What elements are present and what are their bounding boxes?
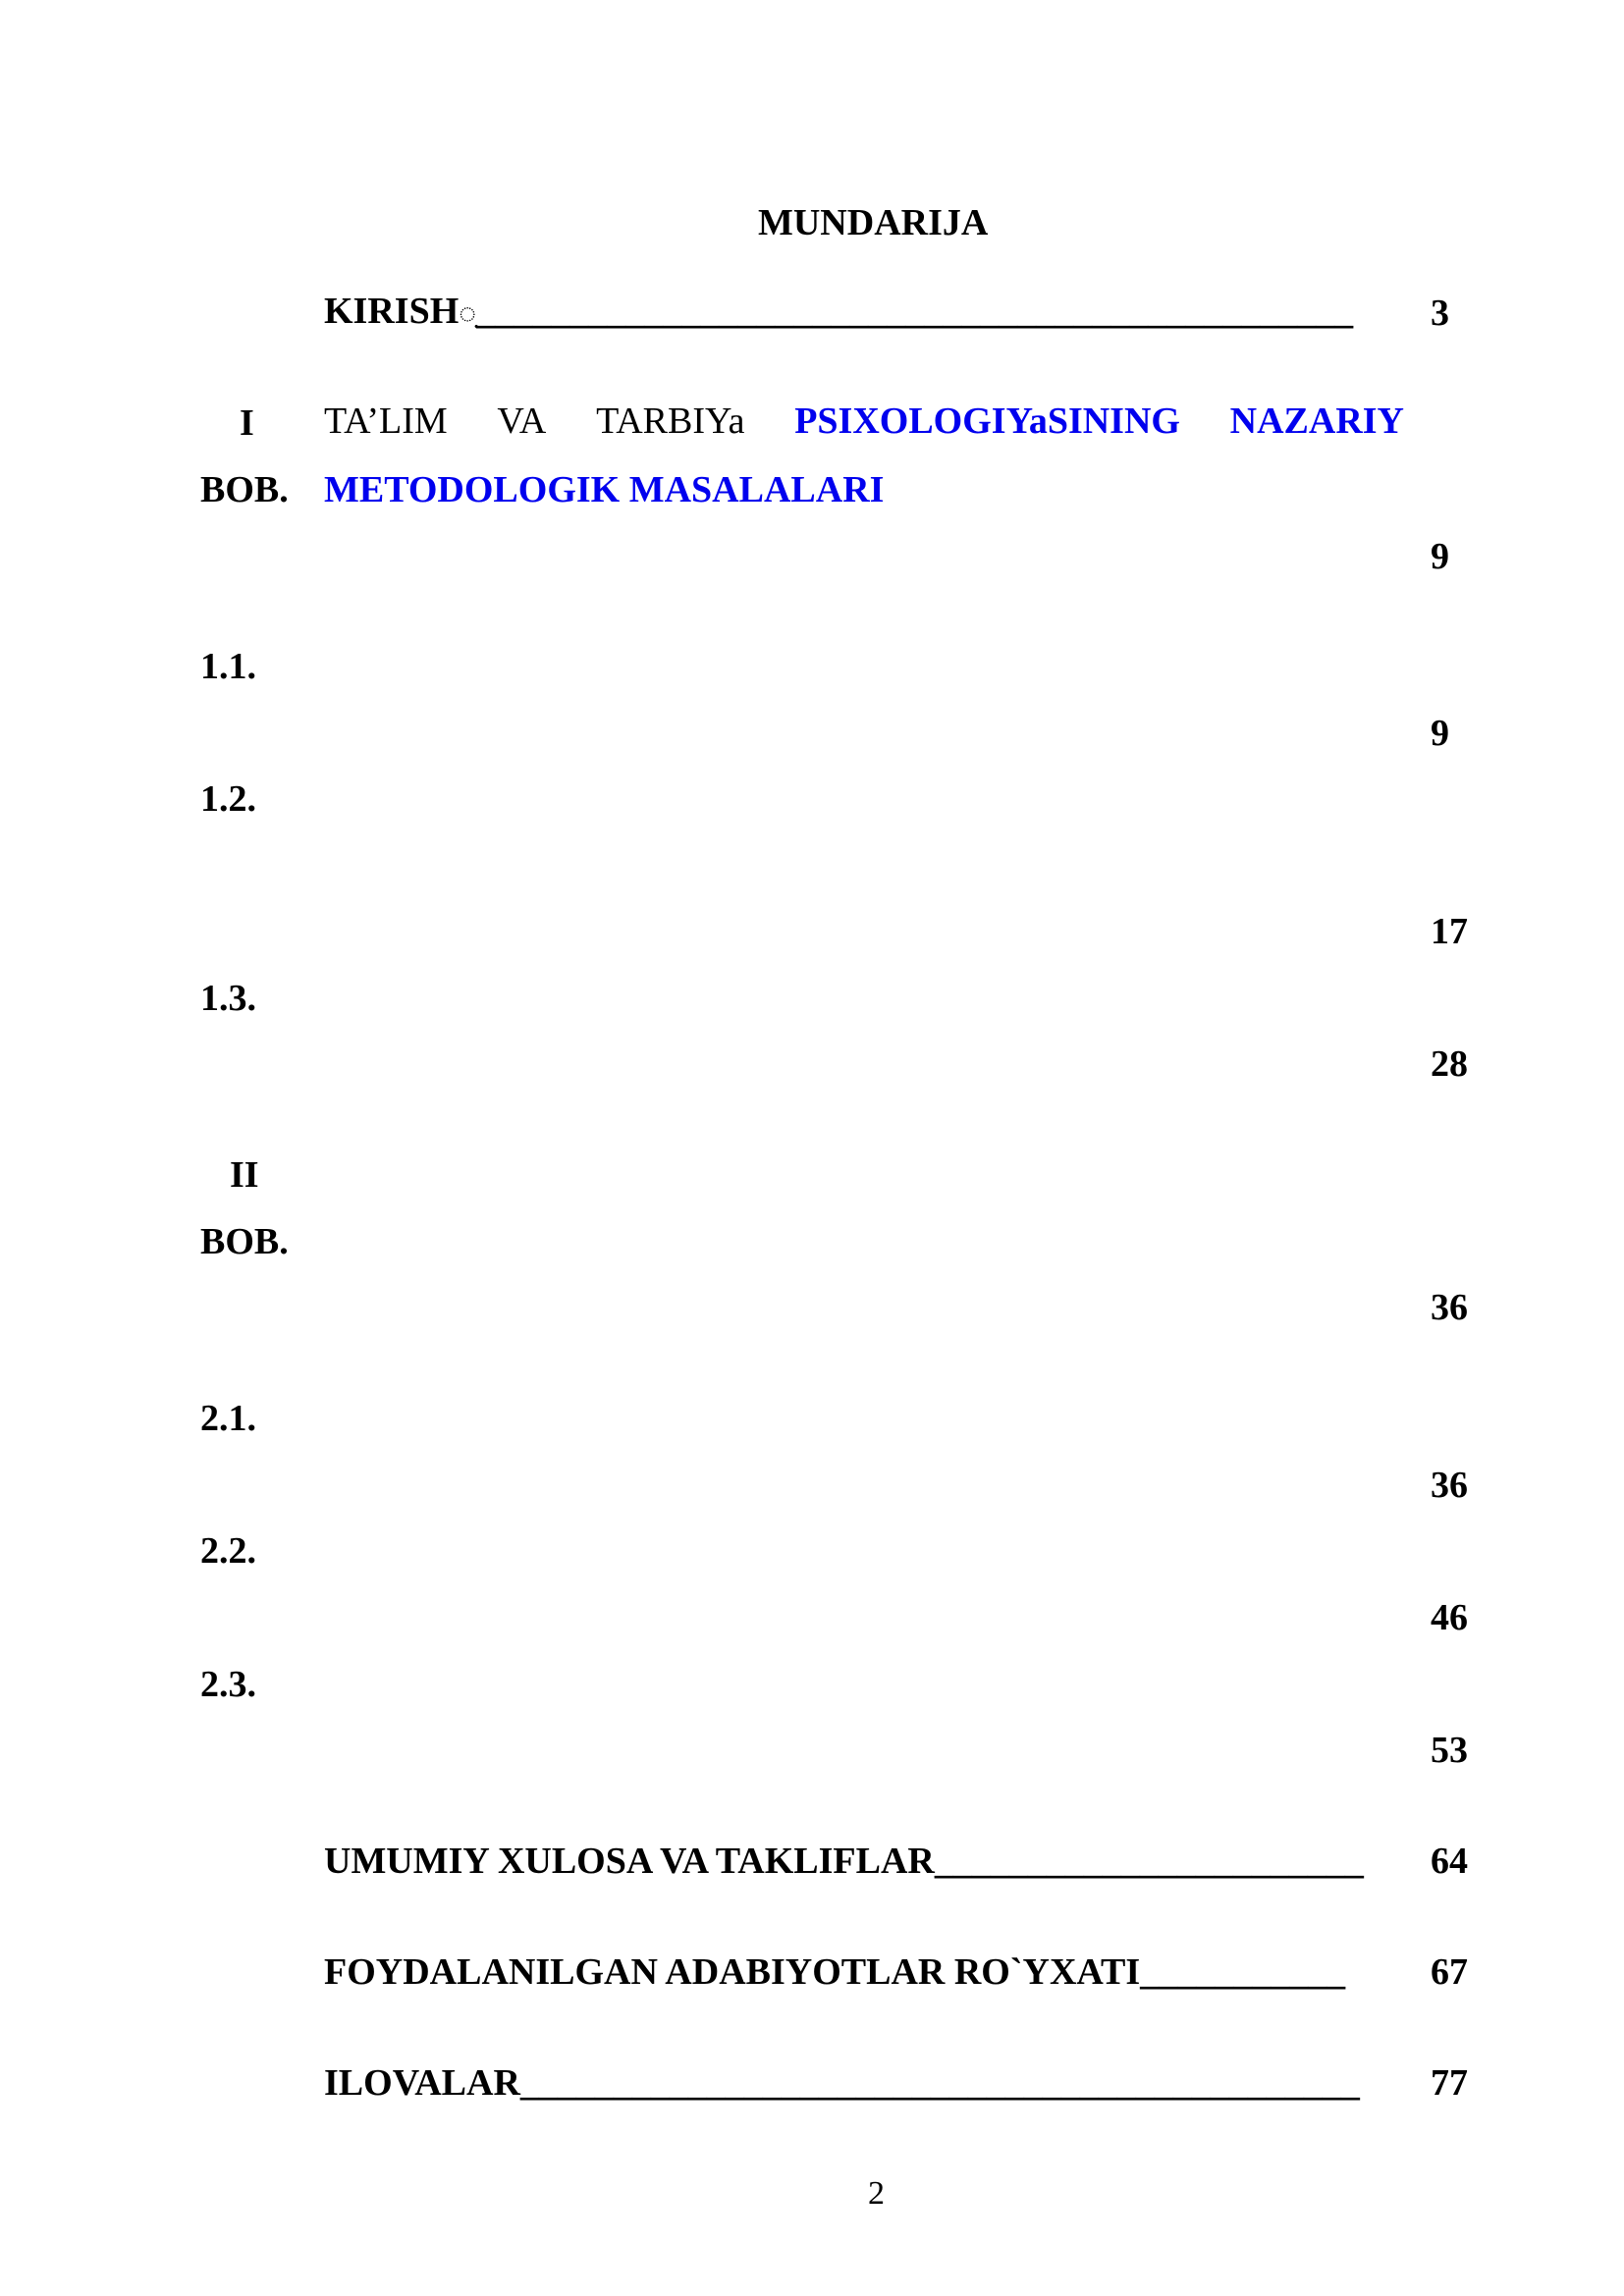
toc-entry-umumiy[interactable] [324,1842,1364,1880]
chapter-1-bob: BOB. [200,469,289,510]
section-number-1-1[interactable]: 1.1. [200,646,256,687]
toc-page-foydalanilgan: 67 [1431,1951,1468,1993]
combining-mark: ◌̣ [459,297,477,330]
chapter-1-word: TARBIYa [596,400,745,442]
chapter-1-title-line2[interactable]: METODOLOGIK MASALALARI [324,469,885,510]
toc-leader: _______________________ [934,1841,1364,1882]
chapter-1-number: I [240,402,254,444]
section-number-2-1[interactable]: 2.1. [200,1398,256,1439]
toc-entry-ilovalar[interactable] [324,2064,1360,2102]
toc-page-ilovalar: 77 [1431,2062,1468,2104]
toc-page-2-2: 46 [1431,1597,1468,1638]
chapter-1-word: TA’LIM [324,400,448,442]
toc-leader: _______________________________________________ [476,291,1354,332]
chapter-1-link-word[interactable]: NAZARIY [1229,400,1404,442]
chapter-1-title-line1 [324,402,1404,440]
section-number-1-3[interactable]: 1.3. [200,978,256,1019]
toc-entry-label: ILOVALAR [324,2062,520,2104]
chapter-2-bob: BOB. [200,1221,289,1262]
toc-page-1-1: 9 [1431,713,1449,754]
toc-page-2-1: 36 [1431,1465,1468,1506]
toc-page-1-3: 28 [1431,1043,1468,1085]
toc-entry-label: KIRISH [324,291,460,332]
chapter-1-word: VA [497,400,547,442]
toc-page-umumiy: 64 [1431,1841,1468,1882]
toc-entry-kirish[interactable] [324,293,1353,330]
toc-entry-label: UMUMIY XULOSA VA TAKLIFLAR [324,1841,935,1882]
section-number-1-2[interactable]: 1.2. [200,778,256,820]
toc-page-1-2: 17 [1431,911,1468,952]
toc-page-chapter-2: 36 [1431,1287,1468,1328]
chapter-2-number: II [230,1154,259,1196]
chapter-1-link-word[interactable]: PSIXOLOGIYaSINING [794,400,1180,442]
toc-page-2-3: 53 [1431,1730,1468,1771]
toc-entry-foydalanilgan[interactable] [324,1953,1345,1991]
toc-page-chapter-1: 9 [1431,536,1449,577]
section-number-2-3[interactable]: 2.3. [200,1664,256,1705]
toc-leader: ___________ [1140,1951,1346,1993]
page-number: 2 [868,2175,885,2212]
toc-leader: _____________________________________________ [519,2062,1360,2104]
toc-page-kirish: 3 [1431,293,1449,334]
page-title: MUNDARIJA [758,202,989,243]
section-number-2-2[interactable]: 2.2. [200,1530,256,1572]
toc-entry-label: FOYDALANILGAN ADABIYOTLAR RO`YXATI [324,1951,1141,1993]
